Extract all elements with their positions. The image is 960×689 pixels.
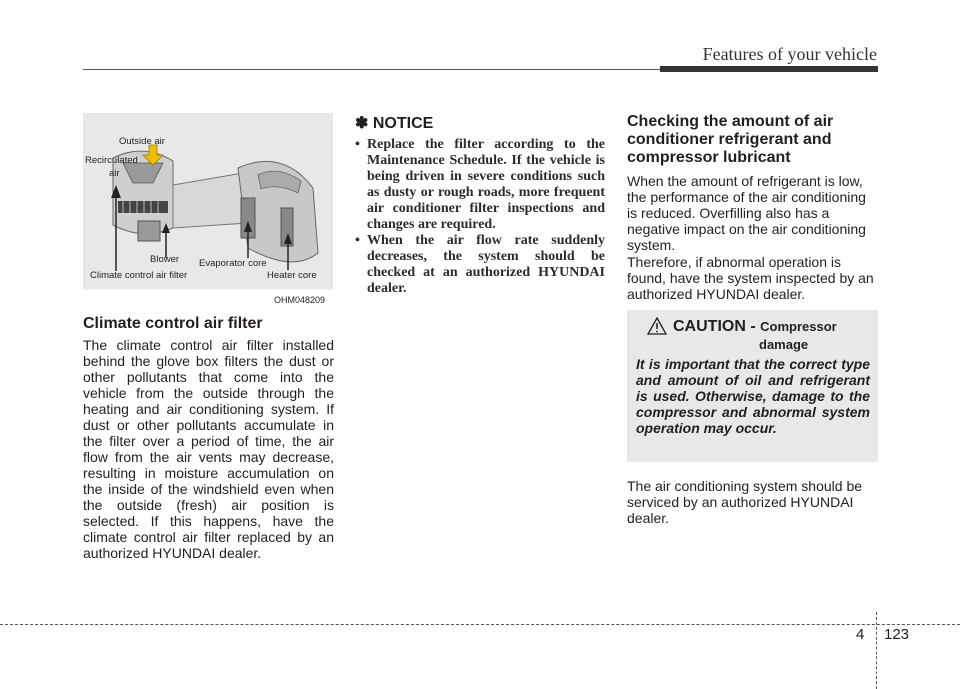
label-outside-air: Outside air (119, 136, 165, 147)
footer-vertical-divider (876, 612, 877, 689)
caution-text: It is important that the correct type and amount of oil and refrigerant is used. Otherwise, damage to the compressor and abnormal system operation may occur. (636, 356, 870, 436)
label-recirculated-2: air (109, 168, 120, 179)
label-blower: Blower (150, 254, 180, 265)
header-accent-bar (660, 66, 878, 72)
section-heading-filter: Climate control air filter (83, 315, 263, 332)
caution-subject: Compressor (760, 319, 837, 334)
warning-triangle-icon (647, 317, 667, 335)
chapter-number: 4 (856, 626, 865, 643)
refrigerant-paragraph-2: Therefore, if abnormal operation is found, have the system inspected by an authorized HYUNDAI dealer. (627, 254, 874, 302)
notice-item: • Replace the filter according to the Maintenance Schedule. If the vehicle is being driven in severe conditions such as dusty or rough roads, more frequent air conditioner filter inspections and changes are required. (355, 137, 605, 232)
caution-subject-2: damage (759, 337, 809, 352)
footer-divider (0, 624, 960, 625)
figure-code: OHM048209 (274, 295, 326, 305)
label-heater-core: Heater core (267, 270, 317, 281)
label-climate-filter: Climate control air filter (90, 270, 188, 281)
hvac-diagram (83, 113, 333, 309)
section-heading-refrigerant: Checking the amount of air conditioner refrigerant and compressor lubricant (627, 113, 834, 166)
label-evaporator-core: Evaporator core (199, 258, 267, 269)
blower-drum (138, 221, 160, 241)
notice-title: ✽ NOTICE (355, 115, 434, 132)
caution-box (627, 310, 878, 462)
caution-label: CAUTION - (673, 318, 756, 335)
filter-slats (118, 201, 168, 213)
caution-heading (673, 318, 837, 336)
page-number: 123 (884, 626, 910, 643)
filter-paragraph: The climate control air filter installed behind the glove box filters the dust or other pollutants that come into the vehicle from the outside through the heating and air conditioning system. If dust or other pollutants accumulate in the filter over a period of time, the air flow from the air vents may decrease, resulting in moisture accumulation on the inside of the windshield even when the outside (fresh) air position is selected. If this happens, have the climate control air filter replaced by an authorized HYUNDAI dealer. (83, 337, 334, 561)
service-paragraph: The air conditioning system should be serviced by an authorized HYUNDAI dealer. (627, 478, 863, 526)
notice-list (355, 137, 605, 297)
notice-item: • When the air flow rate suddenly decreases, the system should be checked at an authorized HYUNDAI dealer. (355, 233, 605, 296)
refrigerant-paragraph-1: When the amount of refrigerant is low, the performance of the air conditioning is reduced. Overfilling also has a negative impact on the air conditioning system. (627, 173, 866, 253)
label-recirculated-1: Recirculated (85, 155, 138, 166)
refrigerant-section (627, 113, 878, 302)
notice-box (355, 113, 605, 297)
page-header-title: Features of your vehicle (702, 44, 877, 64)
